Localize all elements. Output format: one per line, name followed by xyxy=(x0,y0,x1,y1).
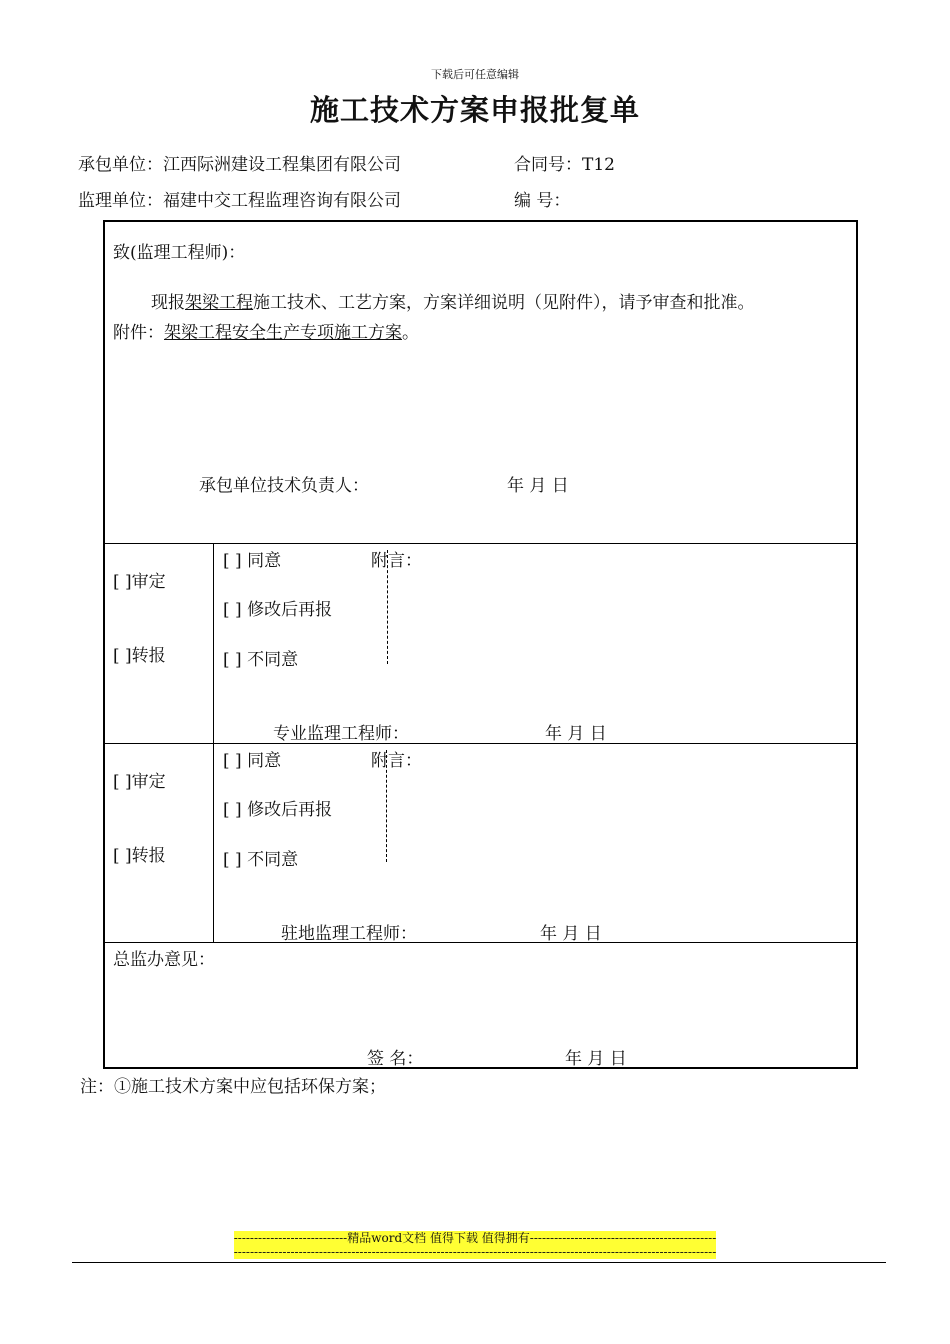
contractor-sign-date: 年 月 日 xyxy=(507,476,569,496)
disagree-option[interactable]: [ ] 不同意 xyxy=(223,850,299,870)
attachment-value: 架梁工程安全生产专项施工方案 xyxy=(164,323,402,343)
revise-option[interactable]: [ ] 修改后再报 xyxy=(223,800,333,820)
footer-promo-text-2: ----------------------------------------------------------------------------------------------------------------------- xyxy=(233,1245,717,1259)
footer-promo-text-1: ----------------------------精品word文档 值得下载 值得拥有---------------------------------------------- xyxy=(233,1231,717,1245)
column-divider-3 xyxy=(213,743,214,942)
resident-engineer-sign-date: 年 月 日 xyxy=(540,924,602,944)
contractor-row xyxy=(78,150,401,175)
footer-promo-line-1 xyxy=(0,1229,950,1246)
disagree-option[interactable]: [ ] 不同意 xyxy=(223,650,299,670)
submission-text xyxy=(151,288,755,313)
submission-prefix: 现报 xyxy=(151,293,185,313)
serial-label: 编 号： xyxy=(514,191,571,211)
supervisor-value: 福建中交工程监理咨询有限公司 xyxy=(163,191,401,211)
bottom-rule xyxy=(72,1262,886,1263)
contract-no-value: T12 xyxy=(582,155,615,175)
revise-option[interactable]: [ ] 修改后再报 xyxy=(223,600,333,620)
attachment-end: 。 xyxy=(402,323,419,343)
forward-checkbox[interactable]: [ ]转报 xyxy=(113,646,166,666)
download-note: 下载后可任意编辑 xyxy=(431,68,519,81)
project-name: 架梁工程 xyxy=(185,293,253,313)
addressee: 致(监理工程师)： xyxy=(113,243,246,263)
contractor-signer-label: 承包单位技术负责人： xyxy=(199,476,369,496)
agree-option[interactable]: [ ] 同意 xyxy=(223,551,282,571)
remark-label: 附言： xyxy=(371,551,422,571)
attachment-label: 附件： xyxy=(113,323,164,343)
supervisor-row xyxy=(78,186,401,211)
contract-no-row xyxy=(514,150,615,175)
remark-label: 附言： xyxy=(371,751,422,771)
engineer-sign-date: 年 月 日 xyxy=(545,724,607,744)
page-title: 施工技术方案申报批复单 xyxy=(309,93,640,127)
contract-no-label: 合同号： xyxy=(514,155,582,175)
chief-office-opinion-label: 总监办意见： xyxy=(113,950,215,970)
engineer-signer-label: 专业监理工程师： xyxy=(273,724,409,744)
resident-engineer-signer-label: 驻地监理工程师： xyxy=(281,924,417,944)
contractor-value: 江西际洲建设工程集团有限公司 xyxy=(163,155,401,175)
attachment-line xyxy=(113,318,419,343)
divider-2 xyxy=(105,743,856,744)
approval-form-table xyxy=(103,220,858,1069)
footer-promo-line-2 xyxy=(0,1245,950,1259)
approve-checkbox[interactable]: [ ]审定 xyxy=(113,772,166,792)
remark-divider xyxy=(386,750,387,862)
divider-1 xyxy=(105,543,856,544)
submission-suffix: 施工技术、工艺方案，方案详细说明（见附件），请予审查和批准。 xyxy=(253,293,755,313)
contractor-label: 承包单位： xyxy=(78,155,163,175)
divider-3 xyxy=(105,942,856,943)
chief-signature-label: 签 名： xyxy=(367,1049,424,1069)
column-divider-2 xyxy=(213,543,214,743)
approve-checkbox[interactable]: [ ]审定 xyxy=(113,572,166,592)
agree-option[interactable]: [ ] 同意 xyxy=(223,751,282,771)
chief-sign-date: 年 月 日 xyxy=(565,1049,627,1069)
remark-divider xyxy=(387,550,388,664)
supervisor-label: 监理单位： xyxy=(78,191,163,211)
forward-checkbox[interactable]: [ ]转报 xyxy=(113,846,166,866)
footnote: 注：①施工技术方案中应包括环保方案； xyxy=(80,1077,386,1097)
